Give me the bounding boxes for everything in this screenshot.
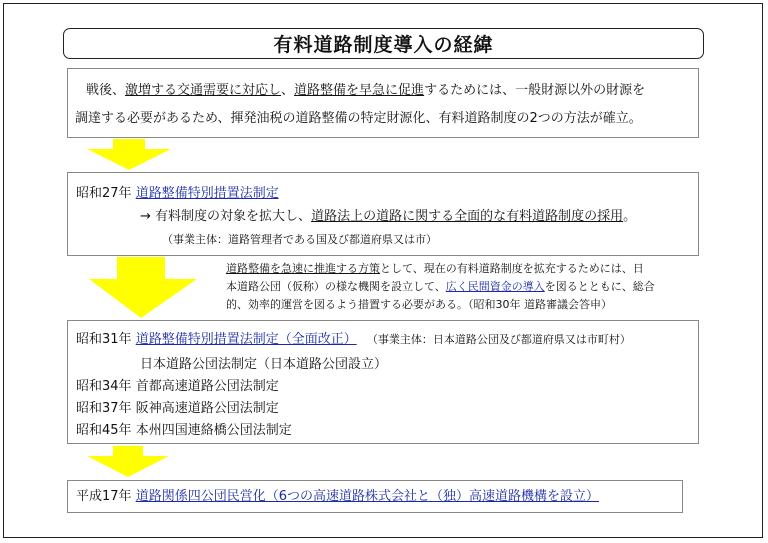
s27-year: 昭和27年 [76, 186, 132, 201]
s31-jh-line: 日本道路公団法制定（日本道路公団設立） [140, 357, 388, 372]
s31-box [67, 320, 699, 444]
intro-underline-demand: 激増する交通需要に対応し [125, 83, 282, 98]
recommend-line-3: 的、効率的運営を図るよう措置する必要がある。（昭和30年 道路審議会答申） [226, 298, 612, 311]
recommend-line-1: 道路整備を急速に推進する方策として、現在の有料道路制度を拡充するためには、日 [226, 262, 644, 275]
intro-line-2: 調達する必要があるため、揮発油税の道路整備の特定財源化、有料道路制度の2つの方法が確立。 [75, 111, 642, 126]
page-title: 有料道路制度導入の経緯 [63, 28, 704, 59]
s27-law-link[interactable]: 道路整備特別措置法制定 [135, 186, 279, 201]
down-arrow-icon [87, 257, 199, 319]
recommend-line-2: 本道路公団（仮称）の様な機関を設立して、広く民間資金の導入を図るとともに、総合 [226, 280, 655, 293]
h17-line [76, 487, 599, 507]
s31-entity: （事業主体：日本道路公団及び都道府県又は市町村） [366, 333, 631, 346]
h17-privatization-link[interactable]: 道路関係四公団民営化（6つの高速道路株式会社と（独）高速道路機構を設立） [135, 489, 599, 504]
s27-box [67, 172, 699, 256]
s31-year: 昭和31年 [76, 332, 132, 347]
s27-underline-adoption: 道路法上の道路に関する全面的な有料道路制度の採用 [311, 209, 624, 224]
right-arrow-icon: → [140, 209, 151, 224]
h17-year: 平成17年 [76, 489, 132, 504]
recommend-underline-policy: 道路整備を急速に推進する方策 [226, 262, 380, 275]
down-arrow-icon [85, 139, 173, 171]
intro-box [67, 68, 699, 138]
down-arrow-icon [85, 446, 171, 478]
s27-entity: （事業主体：道路管理者である国及び都道府県又は市） [162, 233, 437, 246]
s45-line: 昭和45年 本州四国連絡橋公団法制定 [76, 423, 292, 438]
s27-line-1 [76, 184, 279, 204]
recommend-private-funds-link[interactable]: 広く民間資金の導入 [445, 280, 545, 293]
s27-line-2: → 有料制度の対象を拡大し、道路法上の道路に関する全面的な有料道路制度の採用。 [140, 209, 637, 224]
s31-law-link[interactable]: 道路整備特別措置法制定（全面改正） [135, 332, 357, 347]
s37-line: 昭和37年 阪神高速道路公団法制定 [76, 401, 279, 416]
s34-line: 昭和34年 首都高速道路公団法制定 [76, 379, 279, 394]
intro-underline-promote: 道路整備を早急に促進 [294, 83, 425, 98]
h17-box [67, 480, 683, 513]
intro-line-1: 戦後、激増する交通需要に対応し、道路整備を早急に促進するためには、一般財源以外の財源を [86, 83, 646, 98]
s31-line-1 [76, 330, 631, 350]
